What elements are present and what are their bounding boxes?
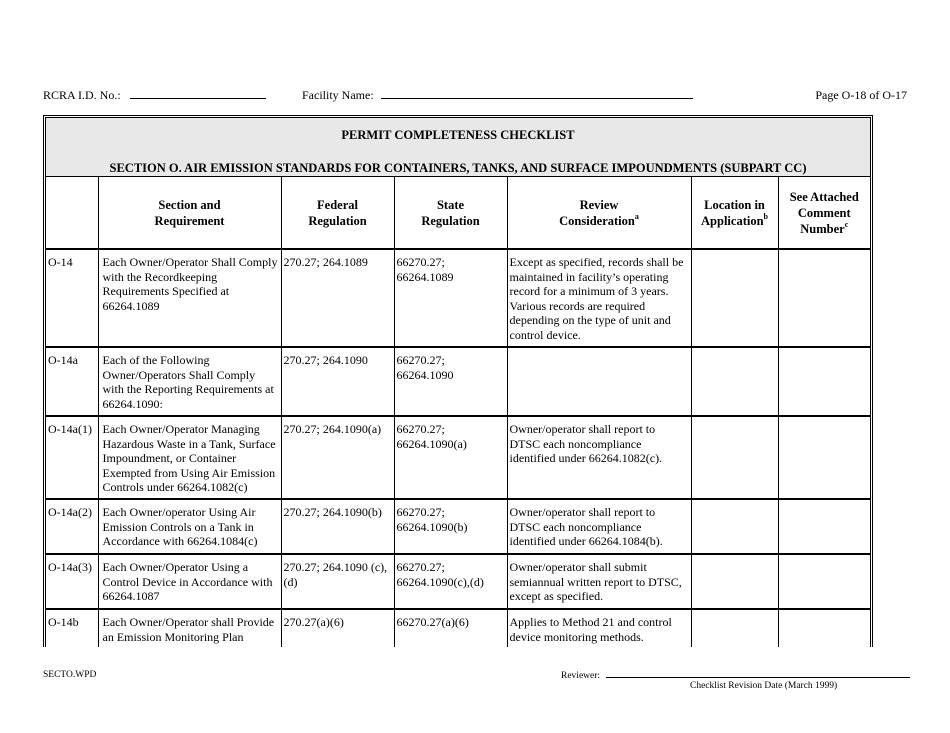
row-review: Owner/operator shall report to DTSC each noncompliance identified under 66264.1084(b). (507, 499, 691, 554)
rcra-id-field (43, 88, 266, 103)
review-header: Review Consideration$^a$ (507, 177, 691, 249)
facility-name-label: Facility Name: (302, 88, 374, 102)
table-row (46, 609, 870, 647)
reviewer-label: Reviewer: (561, 671, 601, 681)
federal-header: Federal Regulation (281, 177, 394, 249)
row-requirement: Each of the Following Owner/Operators Shall Comply with the Reporting Requirements at 66264.1090: (98, 347, 281, 416)
row-location (691, 347, 778, 416)
row-requirement: Each Owner/Operator Shall Comply with the Recordkeeping Requirements Specified at 66264.1089 (98, 249, 281, 347)
table-row (46, 347, 870, 416)
location-header: Location in Application$^b$ (691, 177, 778, 249)
revision-date: Checklist Revision Date (March 1999) (690, 681, 838, 691)
file-name: SECTO.WPD (43, 670, 97, 680)
row-location (691, 499, 778, 554)
row-location (691, 554, 778, 609)
row-id: O-14a (46, 347, 98, 416)
row-comment (778, 554, 870, 609)
reviewer-line (606, 670, 910, 678)
row-federal: 270.27; 264.1090(b) (281, 499, 394, 554)
row-id: O-14a(3) (46, 554, 98, 609)
id-header (46, 177, 98, 249)
row-state: 66270.27(a)(6) (394, 609, 507, 647)
row-id: O-14b (46, 609, 98, 647)
checklist-title: PERMIT COMPLETENESS CHECKLIST (341, 128, 575, 142)
row-id: O-14 (46, 249, 98, 347)
row-requirement: Each Owner/Operator Using a Control Device in Accordance with 66264.1087 (98, 554, 281, 609)
row-state: 66270.27; 66264.1090(a) (394, 416, 507, 499)
row-federal: 270.27; 264.1089 (281, 249, 394, 347)
row-requirement: Each Owner/Operator shall Provide an Emission Monitoring Plan (98, 609, 281, 647)
table-row (46, 499, 870, 554)
row-comment (778, 347, 870, 416)
row-federal: 270.27(a)(6) (281, 609, 394, 647)
table-row (46, 554, 870, 609)
row-federal: 270.27; 264.1090 (c),(d) (281, 554, 394, 609)
row-federal: 270.27; 264.1090(a) (281, 416, 394, 499)
row-requirement: Each Owner/Operator Managing Hazardous Waste in a Tank, Surface Impoundment, or Container Exempted from Using Air Emission Controls under 66264.1082(c) (98, 416, 281, 499)
row-state: 66270.27; 66264.1090 (394, 347, 507, 416)
row-requirement: Each Owner/operator Using Air Emission Controls on a Tank in Accordance with 66264.1084(c) (98, 499, 281, 554)
facility-name-line (381, 88, 693, 99)
checklist-table (46, 177, 870, 647)
checklist-table-frame (43, 115, 873, 647)
section-title: SECTION O. AIR EMISSION STANDARDS FOR CONTAINERS, TANKS, AND SURFACE IMPOUNDMENTS (SUBPART CC) (109, 161, 807, 175)
section-header: Section and Requirement (98, 177, 281, 249)
row-location (691, 609, 778, 647)
facility-name-field (302, 88, 693, 103)
row-location (691, 249, 778, 347)
state-header: State Regulation (394, 177, 507, 249)
row-comment (778, 609, 870, 647)
row-state: 66270.27; 66264.1090(b) (394, 499, 507, 554)
reviewer-field (561, 670, 910, 681)
rcra-id-label: RCRA I.D. No.: (43, 88, 121, 102)
row-comment (778, 249, 870, 347)
row-id: O-14a(1) (46, 416, 98, 499)
row-review: Applies to Method 21 and control device monitoring methods. (507, 609, 691, 647)
table-row (46, 416, 870, 499)
title-band (46, 118, 870, 177)
page-number: Page O-18 of O-17 (815, 88, 907, 102)
row-review: Owner/operator shall report to DTSC each noncompliance identified under 66264.1082(c). (507, 416, 691, 499)
row-review: Except as specified, records shall be maintained in facility’s operating record for a minimum of 3 years. Various records are required depending on the type of unit and control device. (507, 249, 691, 347)
row-id: O-14a(2) (46, 499, 98, 554)
row-review: Owner/operator shall submit semiannual written report to DTSC, except as specified. (507, 554, 691, 609)
row-state: 66270.27; 66264.1090(c),(d) (394, 554, 507, 609)
row-federal: 270.27; 264.1090 (281, 347, 394, 416)
row-comment (778, 416, 870, 499)
row-review (507, 347, 691, 416)
row-location (691, 416, 778, 499)
row-comment (778, 499, 870, 554)
table-header-row (46, 177, 870, 249)
table-row (46, 249, 870, 347)
row-state: 66270.27; 66264.1089 (394, 249, 507, 347)
rcra-id-line (130, 88, 266, 99)
comment-header: See Attached Comment Number$^c$ (778, 177, 870, 249)
